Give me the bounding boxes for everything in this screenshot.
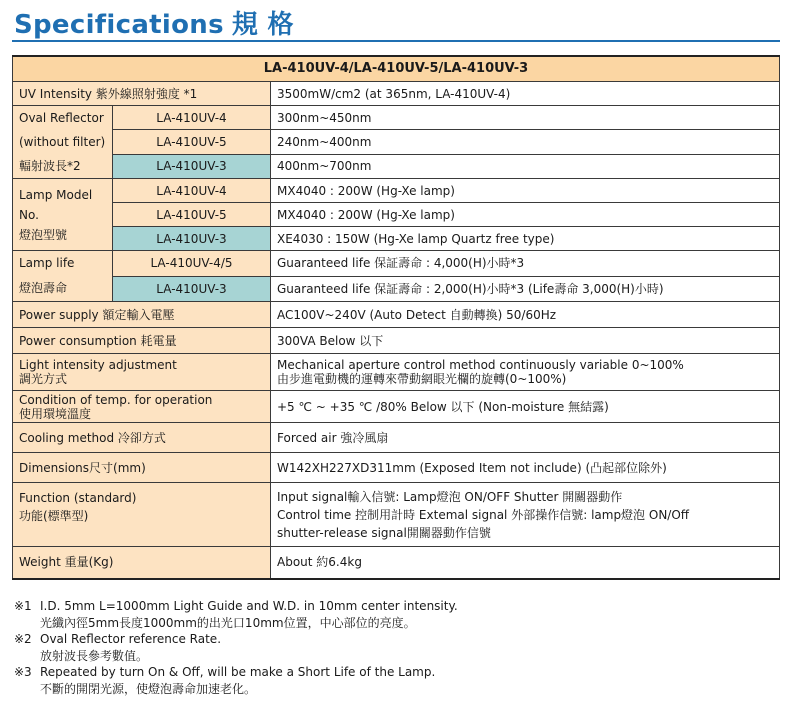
cooling-label: Cooling method 冷卻方式 (13, 423, 271, 453)
lamp-life-label-line2: 燈泡壽命 (19, 281, 68, 295)
spec-table (12, 55, 780, 580)
row-oval-3 (13, 154, 780, 178)
lamp-life-label (13, 251, 113, 302)
function-value (271, 483, 780, 547)
power-consumption-value: 300VA Below 以下 (271, 328, 780, 354)
light-adjust-label (13, 354, 271, 391)
footnote-2-mark: ※2 (14, 632, 32, 646)
light-adjust-value (271, 354, 780, 391)
row-oval-2 (13, 130, 780, 154)
footnote-2-line1: Oval Reflector reference Rate. (40, 632, 222, 646)
footnote-3 (14, 664, 458, 681)
oval-value-1: 300nm~450nm (271, 106, 780, 130)
title-rule (12, 40, 780, 42)
footnote-3-line1: Repeated by turn On & Off, will be make a Short Life of the Lamp. (40, 665, 436, 679)
oval-model-1: LA-410UV-4 (113, 106, 271, 130)
dimensions-label: Dimensions尺寸(mm) (13, 453, 271, 483)
row-lamp-model-2 (13, 203, 780, 227)
oval-model-3: LA-410UV-3 (113, 154, 271, 178)
power-supply-label: Power supply 額定輸入電壓 (13, 302, 271, 328)
lamp-model-model-1: LA-410UV-4 (113, 179, 271, 203)
title-zh: 規 格 (231, 10, 294, 40)
uv-label: UV Intensity 紫外線照射強度 *1 (13, 82, 271, 106)
oval-label-line2: (without filter) (19, 135, 106, 149)
weight-label: Weight 重量(Kg) (13, 547, 271, 579)
oval-value-2: 240nm~400nm (271, 130, 780, 154)
function-label-line1: Function (standard) (19, 491, 137, 505)
footnote-1-line1: I.D. 5mm L=1000mm Light Guide and W.D. in 10mm center intensity. (40, 599, 458, 613)
lamp-model-label-line1: Lamp Model No. (19, 187, 93, 222)
oval-value-3: 400nm~700nm (271, 154, 780, 178)
lamp-model-model-2: LA-410UV-5 (113, 203, 271, 227)
weight-value: About 約6.4kg (271, 547, 780, 579)
footnote-3-mark: ※3 (14, 665, 32, 679)
row-weight (13, 547, 780, 579)
lamp-model-value-3: XE4030 : 150W (Hg-Xe lamp Quartz free type) (271, 227, 780, 251)
lamp-life-model-2: LA-410UV-3 (113, 276, 271, 302)
table-header-row (13, 56, 780, 82)
function-value-line1: Input signal輸入信號: Lamp燈泡 ON/OFF Shutter 開關器動作 (277, 489, 623, 504)
lamp-model-model-3: LA-410UV-3 (113, 227, 271, 251)
lamp-model-label-line2: 燈泡型號 (19, 227, 68, 242)
title-en: Specifications (14, 10, 224, 40)
footnote-1-line2: 光纖內徑5mm長度1000mm的出光口10mm位置，中心部位的亮度。 (40, 615, 416, 630)
dimensions-value: W142XH227XD311mm (Exposed Item not include) (凸起部位除外) (271, 453, 780, 483)
row-lamp-life-2 (13, 276, 780, 302)
row-cooling (13, 423, 780, 453)
condition-label (13, 391, 271, 423)
oval-label-line3: 輻射波長*2 (19, 159, 81, 173)
condition-value: +5 ℃ ~ +35 ℃ /80% Below 以下 (Non-moisture 無結露) (271, 391, 780, 423)
oval-label (13, 106, 113, 179)
row-power-supply (13, 302, 780, 328)
row-function (13, 483, 780, 547)
function-label (13, 483, 271, 547)
light-adjust-label-line2: 調光方式 (19, 372, 68, 386)
row-uv-intensity (13, 82, 780, 106)
function-value-line2: Control time 控制用計時 Extemal signal 外部操作信號: lamp燈泡 ON/Off (277, 507, 690, 522)
footnotes (14, 598, 458, 697)
row-lamp-life-1 (13, 251, 780, 277)
lamp-model-value-2: MX4040 : 200W (Hg-Xe lamp) (271, 203, 780, 227)
page-title (14, 4, 294, 41)
footnote-1-mark: ※1 (14, 599, 32, 613)
lamp-model-label (13, 179, 113, 251)
lamp-life-value-2: Guaranteed life 保証壽命 : 2,000(H)小時*3 (Life壽命 3,000(H)小時) (271, 276, 780, 302)
function-value-line3: shutter-release signal開關器動作信號 (277, 525, 491, 540)
cooling-value: Forced air 強冷風扇 (271, 423, 780, 453)
footnote-2-line2: 放射波長參考數值。 (40, 648, 149, 663)
row-condition (13, 391, 780, 423)
lamp-model-value-1: MX4040 : 200W (Hg-Xe lamp) (271, 179, 780, 203)
row-lamp-model-1 (13, 179, 780, 203)
row-light-adjust (13, 354, 780, 391)
table-header: LA-410UV-4/LA-410UV-5/LA-410UV-3 (13, 56, 780, 82)
row-dimensions (13, 453, 780, 483)
row-oval-1 (13, 106, 780, 130)
light-adjust-value-line1: Mechanical aperture control method continuously variable 0~100% (277, 358, 684, 372)
lamp-life-model-1: LA-410UV-4/5 (113, 251, 271, 277)
lamp-life-value-1: Guaranteed life 保証壽命 : 4,000(H)小時*3 (271, 251, 780, 277)
lamp-life-label-line1: Lamp life (19, 256, 75, 270)
footnote-1 (14, 598, 458, 615)
footnote-2 (14, 631, 458, 648)
light-adjust-value-line2: 由步進電動機的運轉來帶動網眼光欄的旋轉(0~100%) (277, 372, 567, 386)
row-power-consumption (13, 328, 780, 354)
light-adjust-label-line1: Light intensity adjustment (19, 358, 177, 372)
condition-label-line2: 使用環境溫度 (19, 406, 92, 421)
function-label-line2: 功能(標準型) (19, 509, 89, 523)
uv-value: 3500mW/cm2 (at 365nm, LA-410UV-4) (271, 82, 780, 106)
footnote-3-line2: 不斷的開閉光源，使燈泡壽命加速老化。 (40, 681, 257, 696)
oval-label-line1: Oval Reflector (19, 111, 104, 125)
power-supply-value: AC100V~240V (Auto Detect 自動轉換) 50/60Hz (271, 302, 780, 328)
condition-label-line1: Condition of temp. for operation (19, 392, 213, 407)
oval-model-2: LA-410UV-5 (113, 130, 271, 154)
power-consumption-label: Power consumption 耗電量 (13, 328, 271, 354)
row-lamp-model-3 (13, 227, 780, 251)
